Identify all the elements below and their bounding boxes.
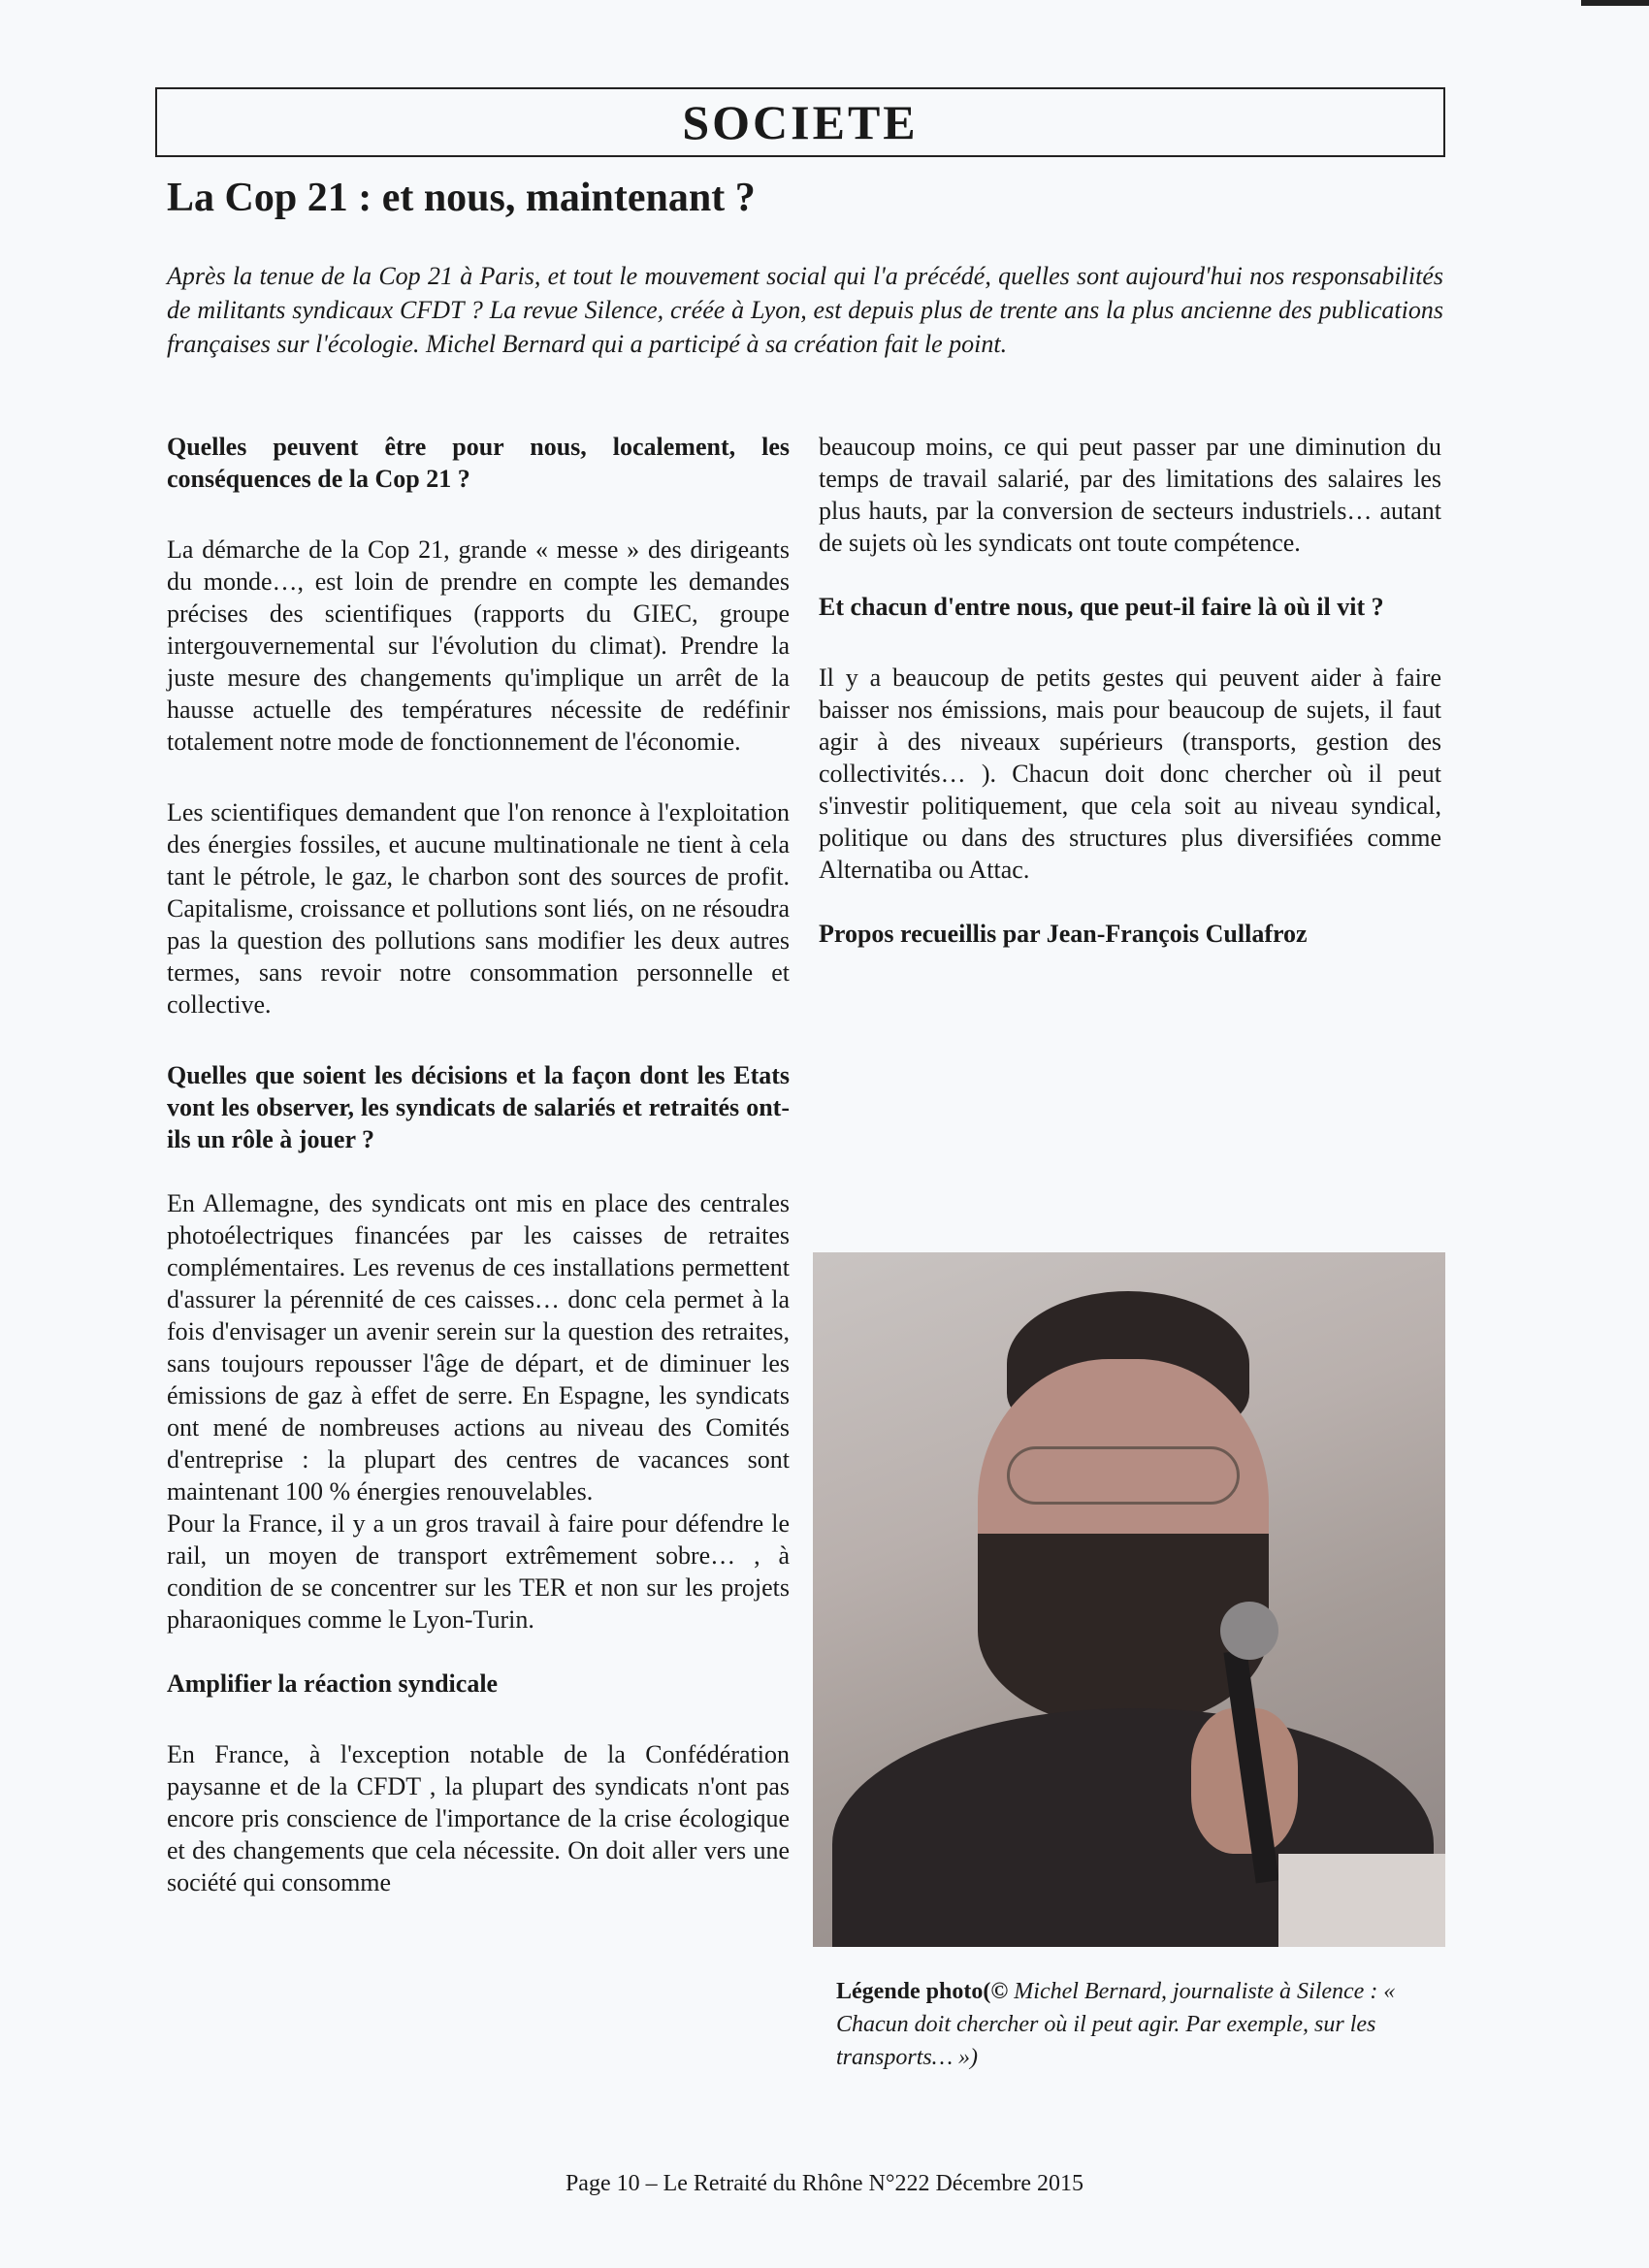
caption-label: Légende photo(© xyxy=(836,1979,1009,2004)
paragraph-continued: beaucoup moins, ce qui peut passer par une diminution du temps de travail salarié, par des limitations des salaires les plus hauts, par la conversion de secteurs industriels… autant de sujets où les syndicats ont toute compétence. xyxy=(819,433,1441,557)
question-3: Et chacun d'entre nous, que peut-il faire là où il vit ? xyxy=(819,593,1384,621)
question-2: Quelles que soient les décisions et la façon dont les Etats vont les observer, les syndicats de salariés et retraités ont-ils un rôle à jouer ? xyxy=(167,1061,790,1153)
paragraph-5: En France, à l'exception notable de la Confédération paysanne et de la CFDT , la plupart des syndicats n'ont pas encore pris conscience de l'importance de la crise écologique et des changements que cela nécessite. On doit aller vers une société qui consomme xyxy=(167,1740,790,1896)
photo-caption xyxy=(836,1975,1420,2074)
paragraph-2: Les scientifiques demandent que l'on renonce à l'exploitation des énergies fossiles, et aucune multinationale ne tient à cela tant le pétrole, le gaz, le charbon sont des sources de profit. Capitalisme, croissance et pollutions sont liés, on ne résoudra pas la question des pollutions sans modifier les deux autres termes, sans revoir notre consommation personnelle et collective. xyxy=(167,798,790,1019)
left-column xyxy=(167,431,790,1898)
interview-credit: Propos recueillis par Jean-François Cullafroz xyxy=(819,920,1308,948)
section-title: SOCIETE xyxy=(682,95,919,149)
right-column xyxy=(819,431,1441,950)
paragraph-gestes: Il y a beaucoup de petits gestes qui peuvent aider à faire baisser nos émissions, mais pour beaucoup de sujets, il faut agir à des niveaux supérieurs (transports, gestion des collectivités… ). Chacun doit donc chercher où il peut s'investir politiquement, que cela soit au niveau syndical, politique ou dans des structures plus diversifiées comme Alternatiba ou Attac. xyxy=(819,664,1441,884)
microphone-icon xyxy=(1220,1602,1278,1660)
question-1: Quelles peuvent être pour nous, localement, les conséquences de la Cop 21 ? xyxy=(167,433,790,493)
scan-edge-mark xyxy=(1581,0,1649,6)
portrait-photo xyxy=(813,1252,1445,1947)
subheading-amplifier: Amplifier la réaction syndicale xyxy=(167,1669,499,1698)
paragraph-3: En Allemagne, des syndicats ont mis en place des centrales photoélectriques financées par les caisses de retraites complémentaires. Les revenus de ces installations permettent d'assurer la pérennité de ces caisses… donc cela permet à la fois d'envisager un avenir serein sur la question des retraites, sans toujours repousser l'âge de départ, et de diminuer les émissions de gaz à effet de serre. En Espagne, les syndicats ont mené de nombreuses actions au niveau des Comités d'entreprise : la plupart des centres de vacances sont maintenant 100 % énergies renouvelables. xyxy=(167,1189,790,1506)
section-header-box xyxy=(155,87,1445,157)
article-intro: Après la tenue de la Cop 21 à Paris, et tout le mouvement social qui l'a précédé, quelles sont aujourd'hui nos responsabilités de militants syndicaux CFDT ? La revue Silence, créée à Lyon, est depuis plus de trente ans la plus ancienne des publications françaises sur l'écologie. Michel Bernard qui a participé à sa création fait le point. xyxy=(167,262,1443,358)
paragraph-1: La démarche de la Cop 21, grande « messe » des dirigeants du monde…, est loin de prendre en compte les demandes précises des scientifiques (rapports du GIEC, groupe intergouvernemental sur l'évolution du climat). Prendre la juste mesure des changements qu'implique un arrêt de la hausse actuelle des températures nécessite de redéfinir totalement notre mode de fonctionnement de l'économie. xyxy=(167,535,790,756)
article-title: La Cop 21 : et nous, maintenant ? xyxy=(167,176,756,220)
caption-text: Michel Bernard, journaliste à Silence : « Chacun doit chercher où il peut agir. Par exemple, sur les transports… ») xyxy=(836,1979,1396,2070)
page-footer: Page 10 – Le Retraité du Rhône N°222 Décembre 2015 xyxy=(565,2171,1084,2196)
paragraph-4: Pour la France, il y a un gros travail à faire pour défendre le rail, un moyen de transport extrêmement sobre… , à condition de se concentrer sur les TER et non sur les projets pharaoniques comme le Lyon-Turin. xyxy=(167,1509,790,1634)
